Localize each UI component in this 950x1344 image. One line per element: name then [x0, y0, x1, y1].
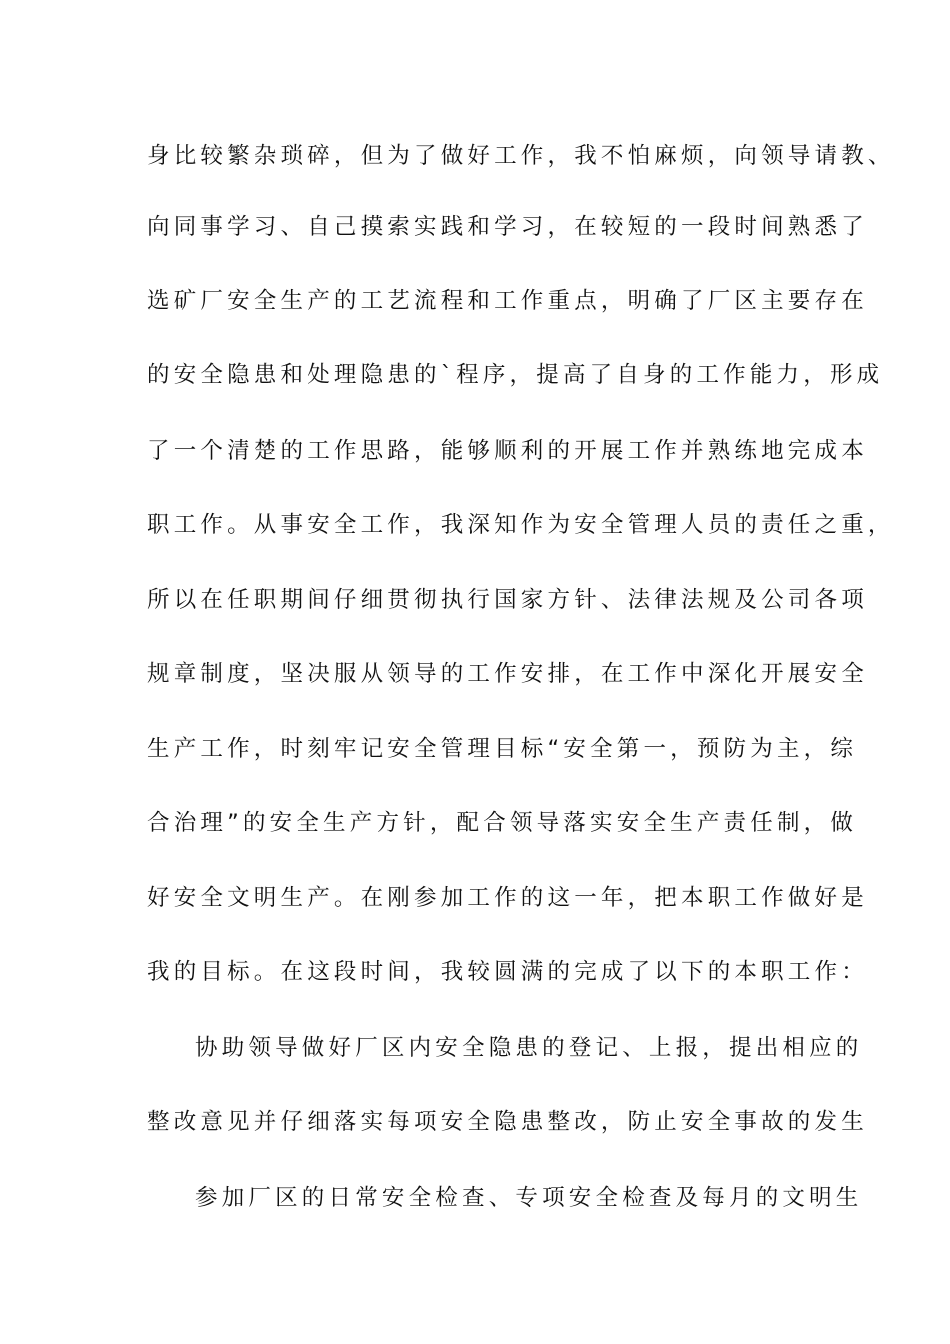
paragraph-start-line: 协助领导做好厂区内安全隐患的登记、上报，提出相应的	[195, 1035, 863, 1061]
text-line: 了一个清楚的工作思路，能够顺利的开展工作并熟练地完成本	[147, 438, 868, 464]
text-line: 合治理”的安全生产方针，配合领导落实安全生产责任制，做	[147, 810, 858, 836]
text-line: 所以在任职期间仔细贯彻执行国家方针、法律法规及公司各项	[147, 587, 868, 613]
text-line: 身比较繁杂琐碎，但为了做好工作，我不怕麻烦，向领导请教、	[147, 143, 895, 169]
text-line: 选矿厂安全生产的工艺流程和工作重点，明确了厂区主要存在	[147, 288, 868, 314]
text-line: 向同事学习、自己摸索实践和学习，在较短的一段时间熟悉了	[147, 214, 868, 240]
text-line: 规章制度，坚决服从领导的工作安排，在工作中深化开展安全	[147, 661, 868, 687]
text-line: 的安全隐患和处理隐患的`程序，提高了自身的工作能力，形成	[147, 362, 884, 388]
text-line: 好安全文明生产。在刚参加工作的这一年，把本职工作做好是	[147, 885, 868, 911]
paragraph-start-line: 参加厂区的日常安全检查、专项安全检查及每月的文明生	[195, 1185, 863, 1211]
text-line: 我的目标。在这段时间，我较圆满的完成了以下的本职工作：	[147, 959, 868, 985]
text-line: 职工作。从事安全工作，我深知作为安全管理人员的责任之重，	[147, 512, 895, 538]
text-line: 整改意见并仔细落实每项安全隐患整改，防止安全事故的发生	[147, 1109, 868, 1135]
text-line: 生产工作，时刻牢记安全管理目标“安全第一，预防为主，综	[147, 736, 858, 762]
